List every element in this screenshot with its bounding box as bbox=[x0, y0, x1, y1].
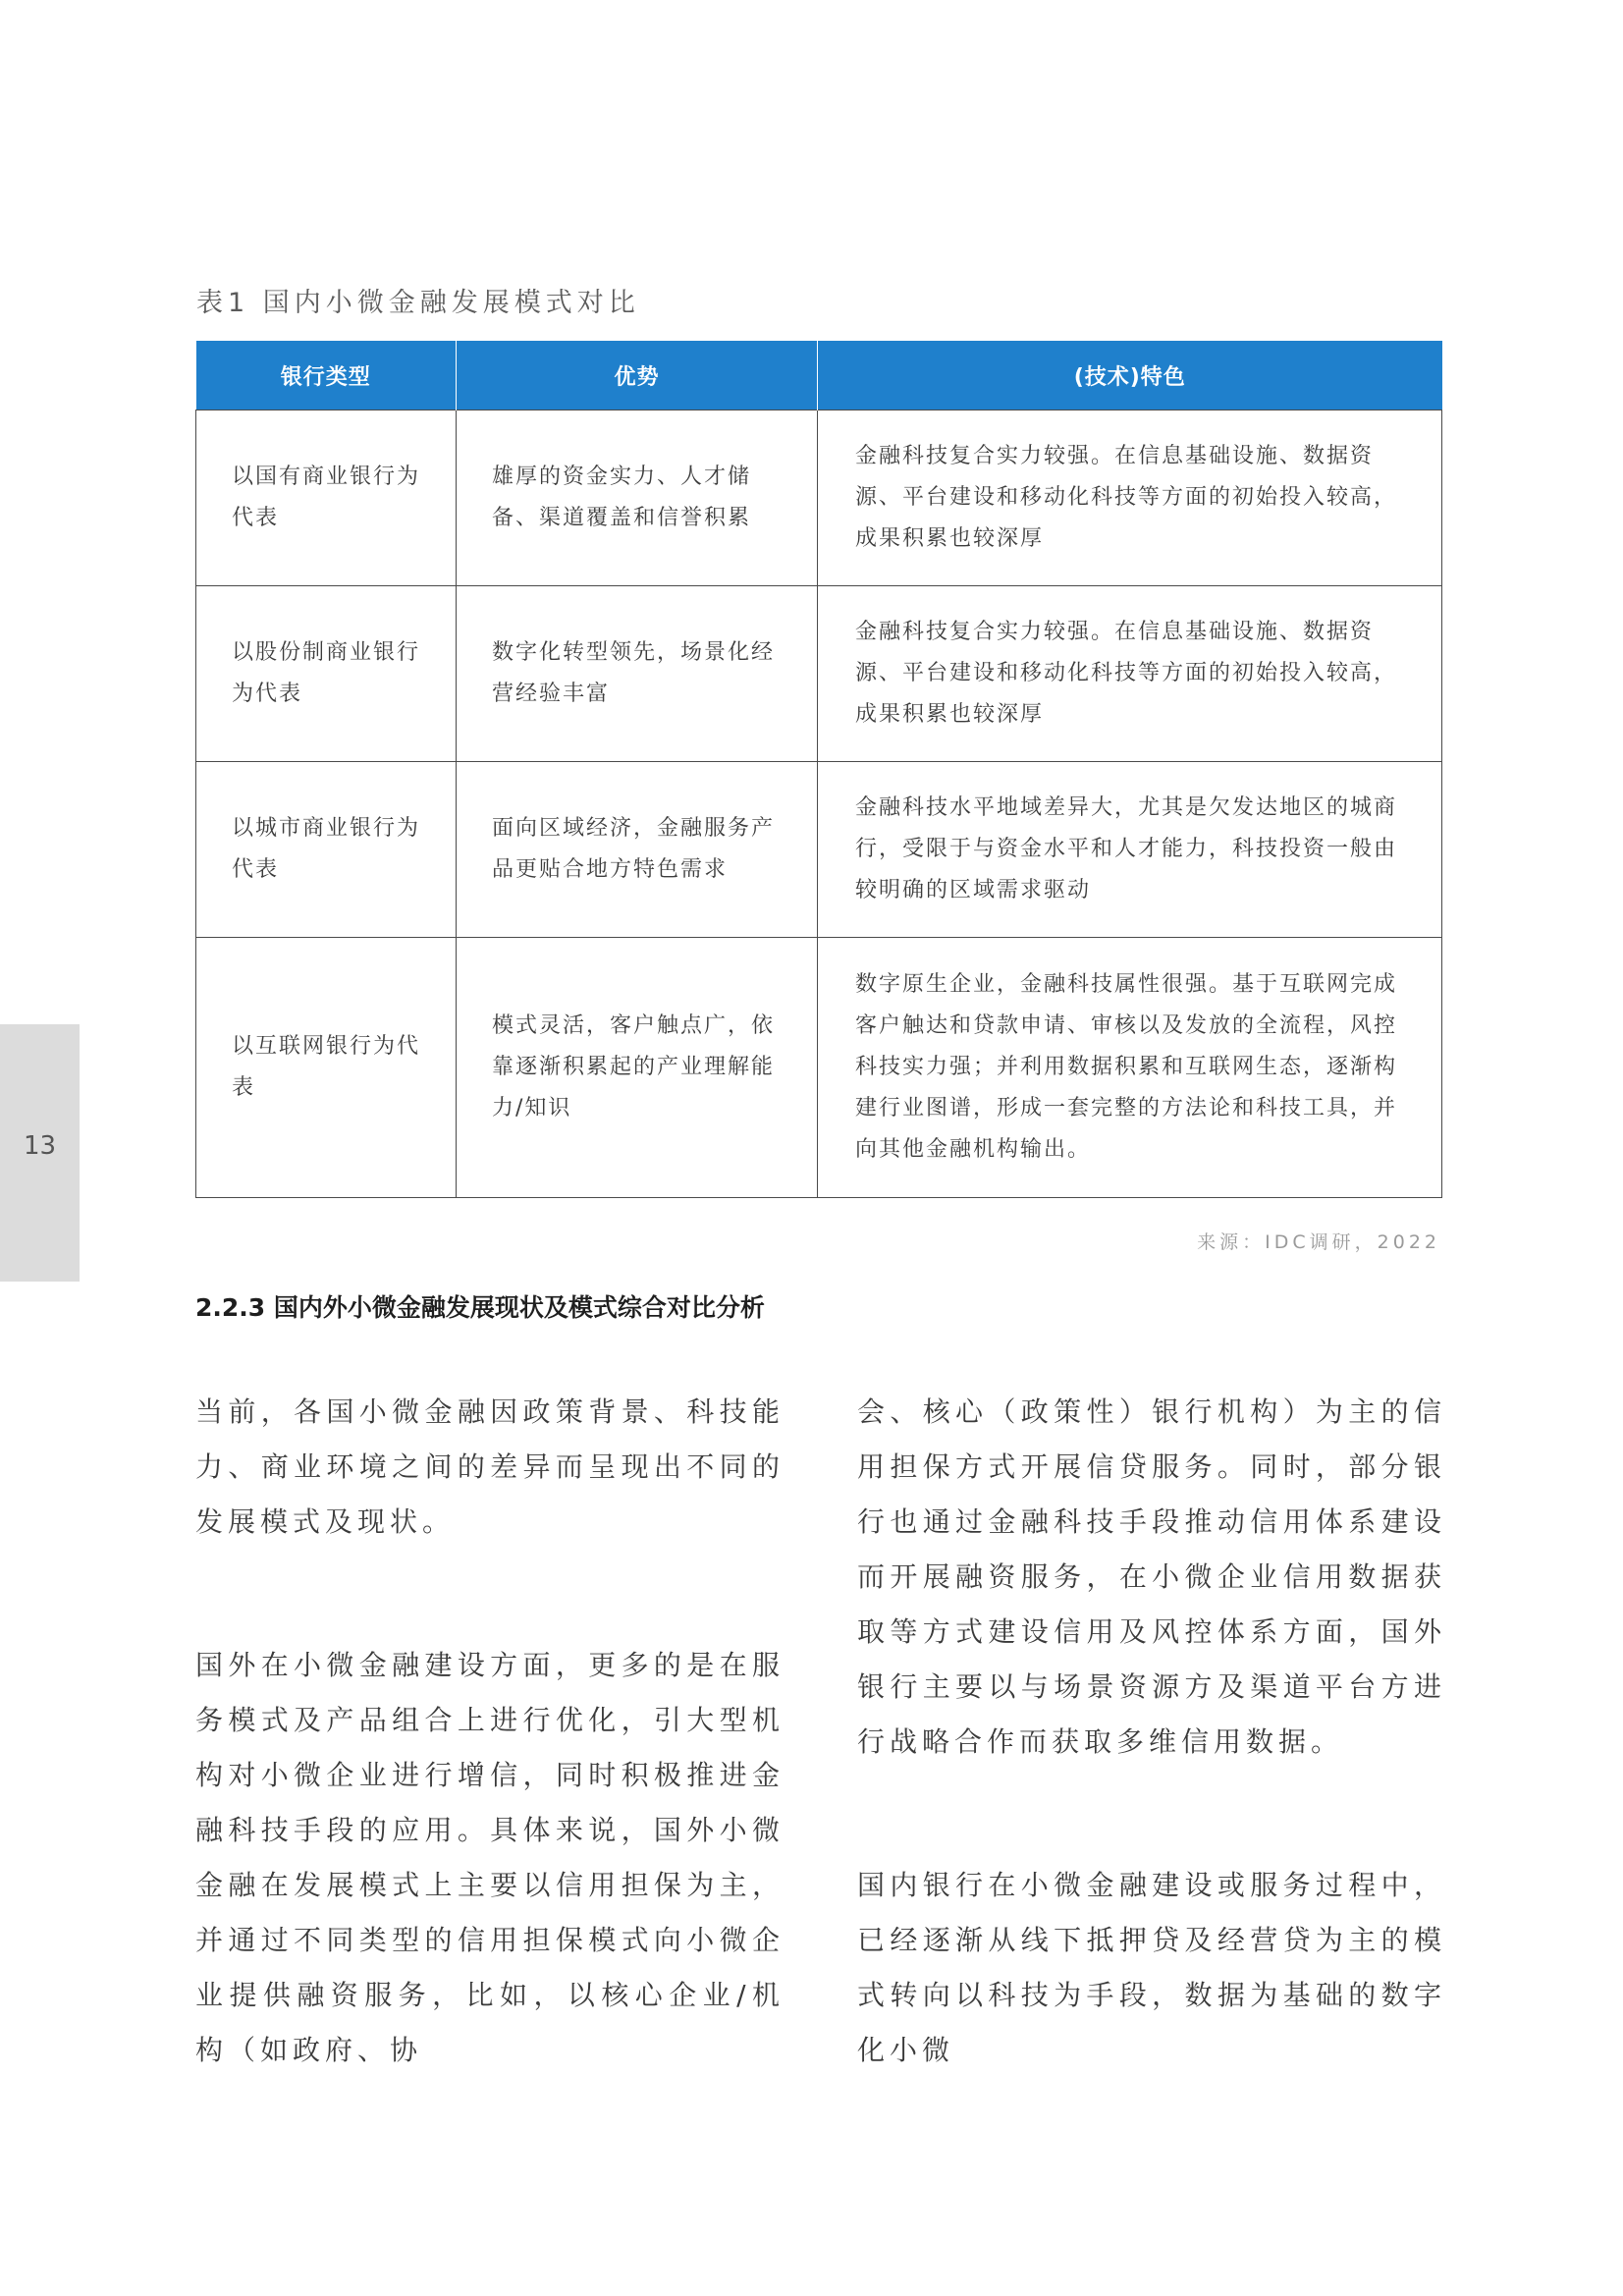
page-number: 13 bbox=[23, 1131, 57, 1161]
table-cell: 模式灵活，客户触点广，依靠逐渐积累起的产业理解能力/知识 bbox=[457, 938, 818, 1198]
table-caption: 表1 国内小微金融发展模式对比 bbox=[196, 288, 640, 318]
table-cell: 数字化转型领先，场景化经营经验丰富 bbox=[457, 586, 818, 762]
table-cell: 金融科技复合实力较强。在信息基础设施、数据资源、平台建设和移动化科技等方面的初始投入较高，成果积累也较深厚 bbox=[818, 586, 1442, 762]
body-paragraph: 国外在小微金融建设方面，更多的是在服务模式及产品组合上进行优化，引大型机构对小微企业进行增信，同时积极推进金融科技手段的应用。具体来说，国外小微金融在发展模式上主要以信用担保为主，并通过不同类型的信用担保模式向小微企业提供融资服务，比如，以核心企业/机构（如政府、协 bbox=[195, 1649, 784, 2066]
section-heading: 2.2.3 国内外小微金融发展现状及模式综合对比分析 bbox=[195, 1293, 765, 1322]
header-bank-type: 银行类型 bbox=[196, 341, 457, 410]
table-row bbox=[196, 410, 1442, 586]
table-cell: 金融科技水平地域差异大，尤其是欠发达地区的城商行，受限于与资金水平和人才能力，科技投资一般由较明确的区域需求驱动 bbox=[818, 762, 1442, 938]
body-paragraph: 当前，各国小微金融因政策背景、科技能力、商业环境之间的差异而呈现出不同的发展模式及现状。 bbox=[195, 1395, 784, 1538]
header-tech-feature: (技术)特色 bbox=[818, 341, 1442, 410]
table-cell: 面向区域经济，金融服务产品更贴合地方特色需求 bbox=[457, 762, 818, 938]
table-cell: 数字原生企业，金融科技属性很强。基于互联网完成客户触达和贷款申请、审核以及发放的全流程，风控科技实力强；并利用数据积累和互联网生态，逐渐构建行业图谱，形成一套完整的方法论和科技工具，并向其他金融机构输出。 bbox=[818, 938, 1442, 1198]
header-advantage: 优势 bbox=[457, 341, 818, 410]
table-row bbox=[196, 938, 1442, 1198]
table-cell: 以国有商业银行为代表 bbox=[196, 410, 457, 586]
body-paragraph: 会、核心（政策性）银行机构）为主的信用担保方式开展信贷服务。同时，部分银行也通过金融科技手段推动信用体系建设而开展融资服务，在小微企业信用数据获取等方式建设信用及风控体系方面，国外银行主要以与场景资源方及渠道平台方进行战略合作而获取多维信用数据。 bbox=[857, 1395, 1446, 1758]
table-cell: 金融科技复合实力较强。在信息基础设施、数据资源、平台建设和移动化科技等方面的初始投入较高，成果积累也较深厚 bbox=[818, 410, 1442, 586]
table-cell: 雄厚的资金实力、人才储备、渠道覆盖和信誉积累 bbox=[457, 410, 818, 586]
table-cell: 以股份制商业银行为代表 bbox=[196, 586, 457, 762]
table-header-row bbox=[196, 341, 1442, 410]
comparison-table bbox=[195, 341, 1442, 1198]
table-source-note: 来源：IDC调研，2022 bbox=[1197, 1231, 1440, 1253]
table-cell: 以城市商业银行为代表 bbox=[196, 762, 457, 938]
table-row bbox=[196, 586, 1442, 762]
body-paragraph: 国内银行在小微金融建设或服务过程中，已经逐渐从线下抵押贷及经营贷为主的模式转向以科技为手段，数据为基础的数字化小微 bbox=[857, 1869, 1446, 2066]
table-cell: 以互联网银行为代表 bbox=[196, 938, 457, 1198]
table-row bbox=[196, 762, 1442, 938]
